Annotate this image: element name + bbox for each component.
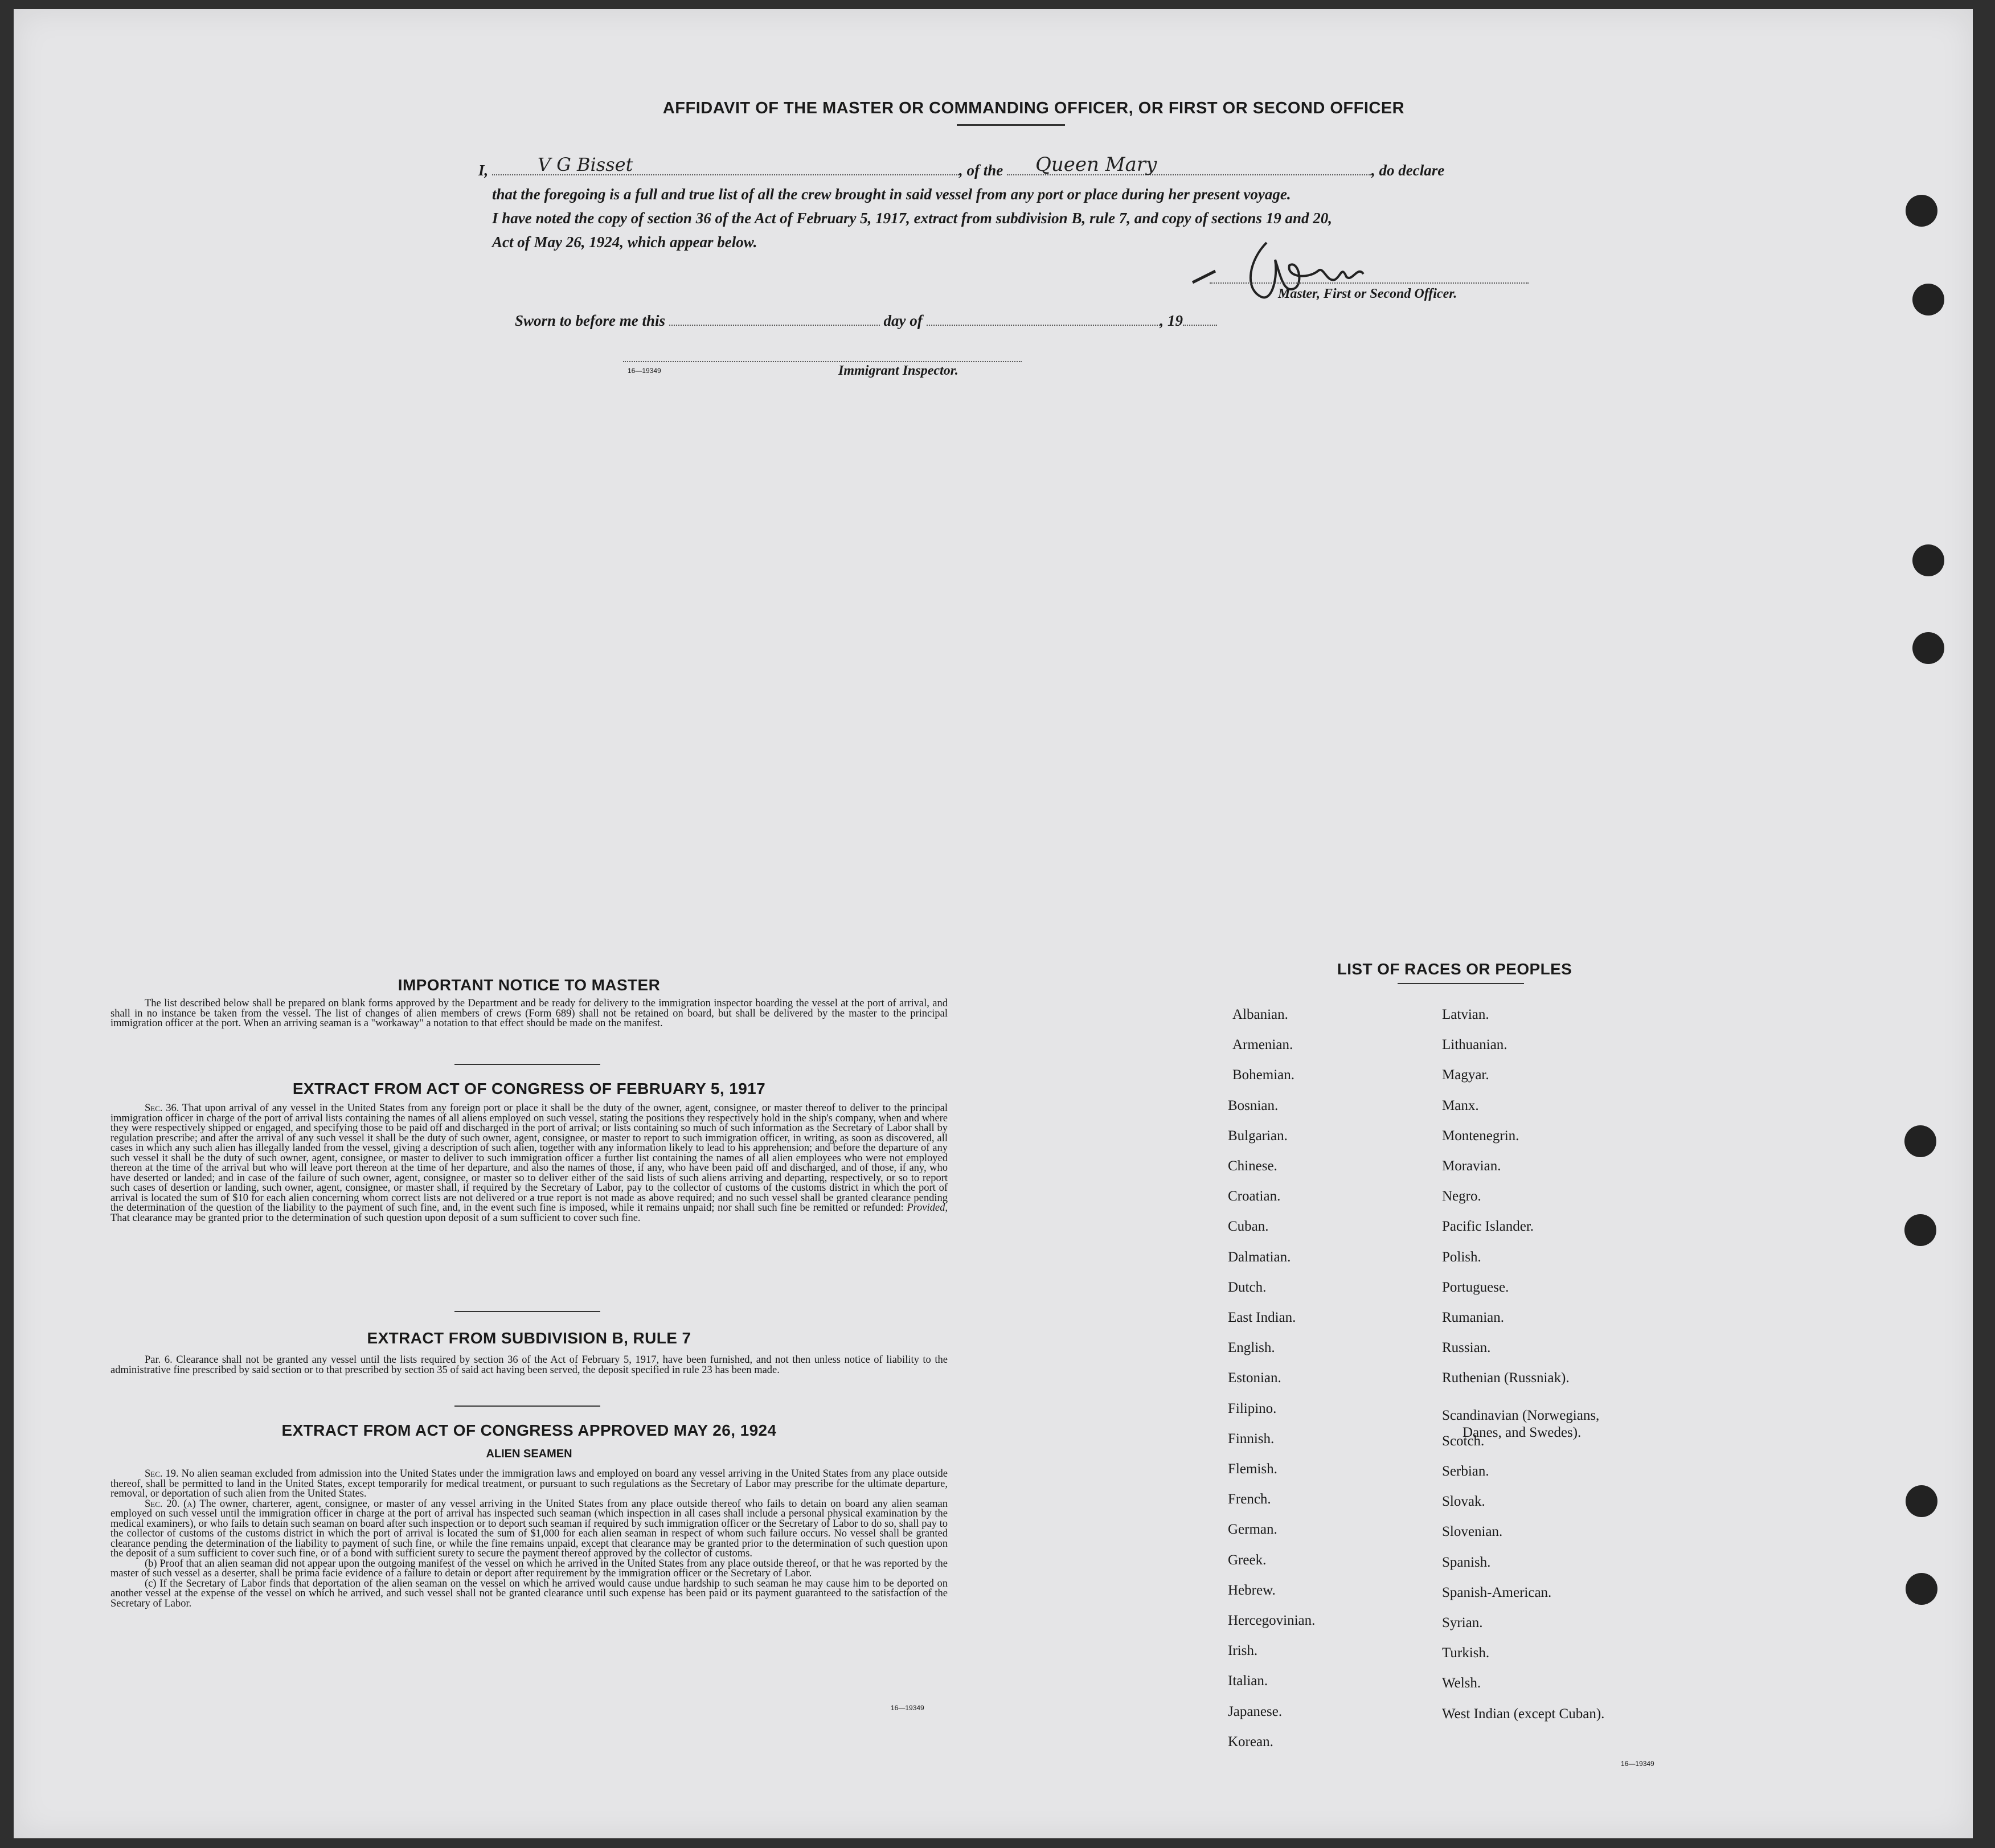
- punch-hole-5: [1904, 1125, 1936, 1157]
- sworn-month-field: [927, 311, 1160, 326]
- race-item: Dalmatian.: [1228, 1249, 1291, 1265]
- races-form-number: 16—19349: [1621, 1760, 1654, 1768]
- handwritten-vessel-name: Queen Mary: [1035, 153, 1157, 176]
- race-item: Montenegrin.: [1442, 1128, 1519, 1144]
- declaration-line-3: I have noted the copy of section 36 of the Act of February 5, 1917, extract from subdivision B, rule 7, and copy of sections 19 and 20,: [492, 210, 1332, 227]
- declaration-line-1: I, V G Bisset , of the Queen Mary , do declare: [478, 153, 1445, 179]
- race-item: Magyar.: [1442, 1067, 1489, 1083]
- race-item: Cuban.: [1228, 1219, 1269, 1235]
- race-item: Latvian.: [1442, 1007, 1489, 1022]
- extract-rule7-title: EXTRACT FROM SUBDIVISION B, RULE 7: [367, 1329, 691, 1347]
- race-item: Armenian.: [1232, 1037, 1293, 1053]
- punch-hole-3: [1912, 544, 1944, 576]
- race-item: Moravian.: [1442, 1158, 1501, 1174]
- sworn-line: Sworn to before me this day of , 19: [515, 311, 1217, 330]
- extract-1924-form-number: 16—19349: [891, 1704, 924, 1712]
- race-item: Turkish.: [1442, 1645, 1490, 1661]
- race-item: Greek.: [1228, 1552, 1267, 1568]
- race-item: Bohemian.: [1232, 1067, 1295, 1083]
- race-item: Estonian.: [1228, 1370, 1281, 1386]
- handwritten-master-name: V G Bisset: [538, 154, 633, 175]
- punch-hole-2: [1912, 284, 1944, 315]
- extract-1917-rule: [454, 1311, 600, 1312]
- notice-body: The list described below shall be prepared on blank forms approved by the Department and be ready for delivery to the immigration inspector boarding the vessel at the port of arrival, and shall in no instance be taken from the vessel. The list of changes of alien members of crews (Form 689) shall not be retained on board, but shall be delivered by the master to the principal immigration officer at the port. When an arriving seaman is a "workaway" a notation to that effect should be made on the manifest.: [110, 998, 948, 1029]
- race-item: Ruthenian (Russniak).: [1442, 1370, 1570, 1386]
- race-item: Syrian.: [1442, 1615, 1483, 1630]
- race-item: Hebrew.: [1228, 1582, 1276, 1598]
- inspector-signature-line: [623, 361, 1022, 362]
- race-item: Russian.: [1442, 1340, 1491, 1356]
- punch-hole-4: [1912, 632, 1944, 664]
- notice-title: IMPORTANT NOTICE TO MASTER: [398, 976, 661, 994]
- extract-1917-body: Sec. 36. That upon arrival of any vessel in the United States from any foreign port or place it shall be the duty of the owner, agent, consignee, or master thereof to deliver to the principal immigration officer in charge of the port of arrival lists containing the names of all aliens employed on such vessel, stating the positions they respectively hold in the ship's company, when and where they were respectively shipped or engaged, and specifying those to be paid off and discharged in the port of arrival; or lists containing so much of such information as the Secretary of Labor shall by regulation prescribe; and after the arrival of any such vessel it shall be the duty of such owner, agent, consignee, or master to report to such immigration officer, in writing, as soon as discovered, all cases in which any such alien has illegally landed from the vessel, giving a description of such alien, together with any information likely to lead to his apprehension; and before the departure of any such vessel it shall be the duty of such owner, agent, consignee, or master to deliver to such immigration officer a further list containing the names of all alien employees who were not employed thereon at the time of the arrival but who will leave port thereon at the time of her departure, and also the names of those, if any, who have been paid off and discharged, and of those, if any, who have deserted or landed; and in case of the failure of such owner, agent, consignee, or master so to deliver either of the said lists of such aliens arriving and departing, respectively, or so to report such cases of desertion or landing, such owner, agent, consignee, or master shall, if required by the Secretary of Labor, pay to the collector of customs of the customs district in which the port of arrival is located the sum of $10 for each alien concerning whom correct lists are not delivered or a true report is not made as above required; and no such vessel shall be granted clearance pending the determination of the question of the liability to the payment of such fine, and, in the event such fine is imposed, while it remains unpaid; nor shall such fine be remitted or refunded: Provided, That clearance may be granted prior to the determination of such question upon deposit of a sum sufficient to cover such fine.: [110, 1103, 948, 1224]
- race-item: Bulgarian.: [1228, 1128, 1288, 1144]
- race-item: French.: [1228, 1491, 1271, 1507]
- race-item: Flemish.: [1228, 1461, 1277, 1477]
- races-title: LIST OF RACES OR PEOPLES: [1337, 960, 1572, 978]
- sec-20c-paragraph: (c) If the Secretary of Labor finds that deportation of the alien seaman on the vessel on which he arrived would cause undue hardship to such seaman he may cause him to be deported on another vessel at the expense of the vessel on which he arrived, and such vessel shall not be granted clearance until such expense has been paid or its payment guaranteed to the satisfaction of the Secretary of Labor.: [110, 1577, 948, 1609]
- sec-20b-paragraph: (b) Proof that an alien seaman did not appear upon the outgoing manifest of the vessel on which he arrived in the United States from any place outside thereof, or that he was reported by the master of such vessel as a deserter, shall be prima facie evidence of a failure to detain or deport after requirement by the immigration officer or the Secretary of Labor.: [110, 1558, 948, 1579]
- race-item: Portuguese.: [1442, 1279, 1509, 1295]
- document-sheet: [14, 9, 1973, 1838]
- extract-1924-title: EXTRACT FROM ACT OF CONGRESS APPROVED MAY 26, 1924: [281, 1421, 777, 1439]
- affidavit-title-rule: [957, 124, 1065, 126]
- race-item: Rumanian.: [1442, 1310, 1505, 1325]
- punch-hole-7: [1906, 1485, 1937, 1517]
- extract-1924-body: [110, 1469, 948, 1609]
- punch-hole-8: [1906, 1573, 1937, 1605]
- race-item: Dutch.: [1228, 1279, 1267, 1295]
- race-item: Manx.: [1442, 1097, 1479, 1113]
- master-name-field: [492, 154, 959, 175]
- race-item: East Indian.: [1228, 1310, 1296, 1325]
- race-item: Korean.: [1228, 1734, 1273, 1749]
- race-item: Polish.: [1442, 1249, 1481, 1265]
- punch-hole-6: [1904, 1214, 1936, 1246]
- race-item: Bosnian.: [1228, 1097, 1279, 1113]
- race-item: Spanish-American.: [1442, 1584, 1552, 1600]
- affidavit-title: AFFIDAVIT OF THE MASTER OR COMMANDING OFFICER, OR FIRST OR SECOND OFFICER: [662, 99, 1405, 117]
- race-item: Hercegovinian.: [1228, 1613, 1316, 1628]
- race-item: Serbian.: [1442, 1464, 1489, 1479]
- extract-1917-title: EXTRACT FROM ACT OF CONGRESS OF FEBRUARY 5, 1917: [292, 1080, 766, 1097]
- race-item: Pacific Islander.: [1442, 1219, 1534, 1235]
- race-item: West Indian (except Cuban).: [1442, 1706, 1605, 1722]
- race-item: English.: [1228, 1340, 1275, 1356]
- race-item: Croatian.: [1228, 1189, 1281, 1204]
- signature-line: [1210, 282, 1529, 284]
- race-item: Scotch.: [1442, 1433, 1485, 1449]
- race-item: Chinese.: [1228, 1158, 1277, 1174]
- sworn-year-field: [1183, 311, 1217, 326]
- extract-1924-subtitle: ALIEN SEAMEN: [486, 1448, 572, 1460]
- race-item: Danes, and Swedes).: [1463, 1424, 1582, 1440]
- declaration-line-2: that the foregoing is a full and true list of all the crew brought in said vessel from any port or place during her present voyage.: [492, 186, 1291, 203]
- sworn-day-field: [669, 311, 880, 326]
- extract-rule7-rule: [454, 1406, 600, 1407]
- race-item: Finnish.: [1228, 1431, 1275, 1447]
- race-item: Filipino.: [1228, 1400, 1277, 1416]
- race-item: Negro.: [1442, 1189, 1481, 1204]
- inspector-caption: Immigrant Inspector.: [838, 363, 958, 378]
- race-item: Welsh.: [1442, 1675, 1481, 1691]
- sec-20a-paragraph: Sec. 20. (a) The owner, charterer, agent, consignee, or master of any vessel arriving in the United States from any place outside thereof who fails to detain on board any alien seaman employed on such vessel until the immigration officer in charge at the port of arrival has inspected such seaman (which inspection in all cases shall include a personal physical examination by the medical examiners), or who fails to detain such seaman on board after such inspection or to deport such seaman if required by such immigration officer or the Secretary of Labor to do so, shall pay to the collector of customs of the customs district in which the port of arrival is located the sum of $1,000 for each alien seaman in respect of whom such failure occurs. No vessel shall be granted clearance pending the determination of the liability to payment of such fine, or while the fine remains unpaid, except that clearance may be granted prior to the determination of such question upon the deposit of a sum sufficient to cover such fine, or of a bond with sufficient surety to secure the payment thereof approved by the collector of customs.: [110, 1498, 948, 1559]
- race-item: Albanian.: [1232, 1007, 1288, 1022]
- sec-19-paragraph: Sec. 19. No alien seaman excluded from admission into the United States under the immigration laws and employed on board any vessel arriving in the United States from any place outside thereof, shall be permitted to land in the United States, except temporarily for medical treatment, or pursuant to such regulations as the Secretary of Labor may prescribe for the ultimate departure, removal, or deportation of such alien from the United States.: [110, 1468, 948, 1499]
- race-item: Slovenian.: [1442, 1524, 1503, 1540]
- notice-rule: [454, 1064, 600, 1065]
- race-item: Scandinavian (Norwegians,: [1442, 1407, 1600, 1423]
- races-title-rule: [1398, 983, 1524, 984]
- race-item: Spanish.: [1442, 1554, 1491, 1570]
- signature-caption: Master, First or Second Officer.: [1278, 286, 1457, 301]
- extract-rule7-body: Par. 6. Clearance shall not be granted any vessel until the lists required by section 36 of the Act of February 5, 1917, have been furnished, and not then unless notice of liability to the administrative fine prescribed by said section or to that prescribed by section 35 of said act having been served, the deposit specified in rule 23 has been made.: [110, 1354, 948, 1376]
- race-item: Slovak.: [1442, 1494, 1485, 1510]
- race-item: German.: [1228, 1522, 1277, 1538]
- race-item: Japanese.: [1228, 1703, 1283, 1719]
- vessel-name-field: [1007, 153, 1371, 176]
- race-item: Italian.: [1228, 1673, 1268, 1689]
- affidavit-form-number: 16—19349: [628, 367, 661, 375]
- race-item: Irish.: [1228, 1643, 1258, 1659]
- race-item: Lithuanian.: [1442, 1037, 1507, 1053]
- punch-hole-1: [1906, 195, 1937, 227]
- declaration-line-4: Act of May 26, 1924, which appear below.: [492, 233, 757, 251]
